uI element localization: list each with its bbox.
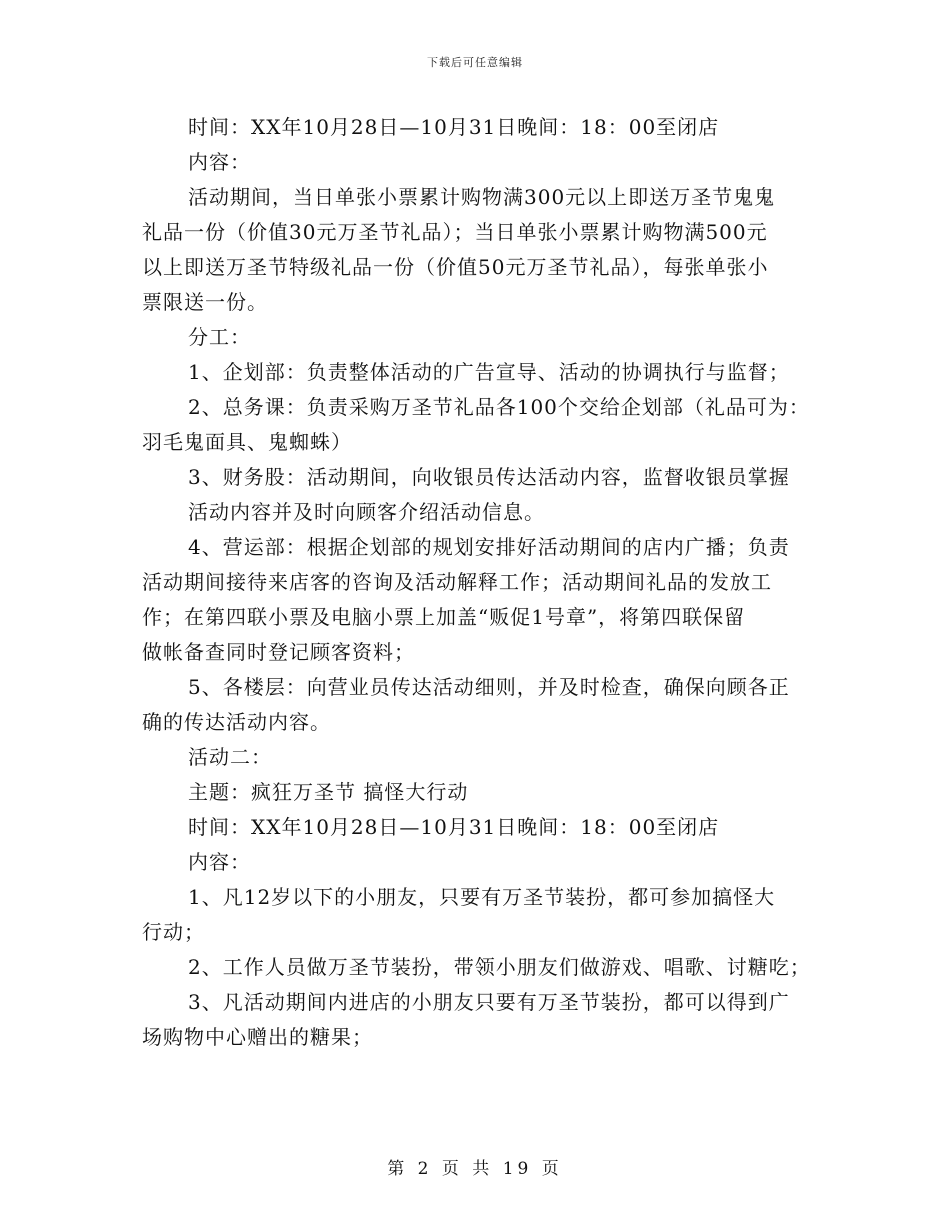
paragraph-line: 以上即送万圣节特级礼品一份（价值50元万圣节礼品），每张单张小 bbox=[142, 255, 769, 279]
paragraph-line: 4、营运部：根据企划部的规划安排好活动期间的店内广播；负责 bbox=[188, 535, 790, 559]
paragraph-line: 确的传达活动内容。 bbox=[142, 710, 331, 734]
paragraph-line: 活动二： bbox=[188, 745, 272, 769]
paragraph-line: 羽毛鬼面具、鬼蜘蛛） bbox=[142, 430, 352, 454]
paragraph-line: 时间：XX年10月28日—10月31日晚间：18：00至闭店 bbox=[188, 115, 720, 139]
paragraph-line: 2、工作人员做万圣节装扮，带领小朋友们做游戏、唱歌、讨糖吃； bbox=[188, 955, 811, 979]
paragraph-line: 作；在第四联小票及电脑小票上加盖“贩促1号章”，将第四联保留 bbox=[142, 605, 746, 629]
paragraph-line: 行动； bbox=[142, 920, 205, 944]
paragraph-line: 活动内容并及时向顾客介绍活动信息。 bbox=[188, 500, 545, 524]
paragraph-line: 票限送一份。 bbox=[142, 290, 268, 314]
paragraph-line: 主题：疯狂万圣节 搞怪大行动 bbox=[188, 780, 469, 804]
paragraph-line: 5、各楼层：向营业员传达活动细则，并及时检查，确保向顾各正 bbox=[188, 675, 790, 699]
paragraph-line: 3、财务股：活动期间，向收银员传达活动内容，监督收银员掌握 bbox=[188, 465, 790, 489]
paragraph-line: 活动期间接待来店客的咨询及活动解释工作；活动期间礼品的发放工 bbox=[142, 570, 772, 594]
paragraph-line: 场购物中心赠出的糖果； bbox=[142, 1025, 373, 1049]
paragraph-line: 分工： bbox=[188, 325, 251, 349]
paragraph-line: 1、企划部：负责整体活动的广告宣导、活动的协调执行与监督； bbox=[188, 360, 790, 384]
paragraph-line: 内容： bbox=[188, 150, 251, 174]
paragraph-line: 内容： bbox=[188, 850, 251, 874]
paragraph-line: 1、凡12岁以下的小朋友，只要有万圣节装扮，都可参加搞怪大 bbox=[188, 885, 776, 909]
document-body bbox=[142, 110, 822, 1055]
page-footer: 第 2 页 共 19 页 bbox=[387, 1159, 563, 1179]
paragraph-line: 时间：XX年10月28日—10月31日晚间：18：00至闭店 bbox=[188, 815, 720, 839]
paragraph-line: 礼品一份（价值30元万圣节礼品）；当日单张小票累计购物满500元 bbox=[142, 220, 768, 244]
paragraph-line: 2、总务课：负责采购万圣节礼品各100个交给企划部（礼品可为： bbox=[188, 395, 810, 419]
paragraph-line: 活动期间，当日单张小票累计购物满300元以上即送万圣节鬼鬼 bbox=[188, 185, 776, 209]
paragraph-line: 3、凡活动期间内进店的小朋友只要有万圣节装扮，都可以得到广 bbox=[188, 990, 790, 1014]
paragraph-line: 做帐备查同时登记顾客资料； bbox=[142, 640, 415, 664]
page-header: 下载后可任意编辑 bbox=[427, 56, 523, 69]
